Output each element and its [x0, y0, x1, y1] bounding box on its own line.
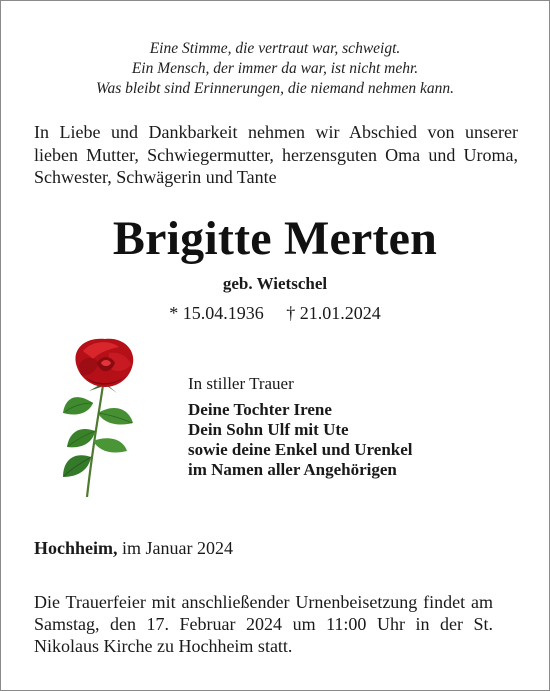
mourning-label: In stiller Trauer: [188, 374, 294, 393]
deceased-name: Brigitte Merten: [112, 212, 438, 265]
family-line: Deine Tochter Irene: [188, 400, 332, 419]
family-line: sowie deine Enkel und Urenkel: [188, 440, 413, 459]
death-date: † 21.01.2024: [286, 303, 381, 323]
birth-date: * 15.04.1936: [169, 303, 264, 323]
mourners-block: [188, 373, 528, 480]
poem-line: Ein Mensch, der immer da war, ist nicht mehr.: [131, 60, 419, 77]
family-line: Dein Sohn Ulf mit Ute: [188, 420, 349, 439]
intro-text: In Liebe und Dankbarkeit nehmen wir Abschied von unserer lieben Mutter, Schwiegermutter, herzensguten Oma und Uroma, Schwester, Schwägerin und Tante: [34, 122, 518, 187]
place-month: im Januar 2024: [122, 538, 233, 558]
maiden-name: geb. Wietschel: [222, 274, 328, 293]
poem-line: Was bleibt sind Erinnerungen, die niemand nehmen kann.: [95, 80, 455, 97]
place-date: [34, 537, 233, 559]
life-dates: [1, 301, 549, 325]
family-line: im Namen aller Angehörigen: [188, 460, 397, 479]
poem: [1, 39, 549, 99]
poem-line: Eine Stimme, die vertraut war, schweigt.: [149, 40, 401, 57]
place-city: Hochheim,: [34, 538, 118, 558]
rose-icon: [53, 333, 159, 501]
funeral-service-text: Die Trauerfeier mit anschließender Urnenbeisetzung findet am Samstag, den 17. Februar 2024 um 11:00 Uhr in der St. Nikolaus Kirche zu Hochheim statt.: [34, 592, 493, 656]
